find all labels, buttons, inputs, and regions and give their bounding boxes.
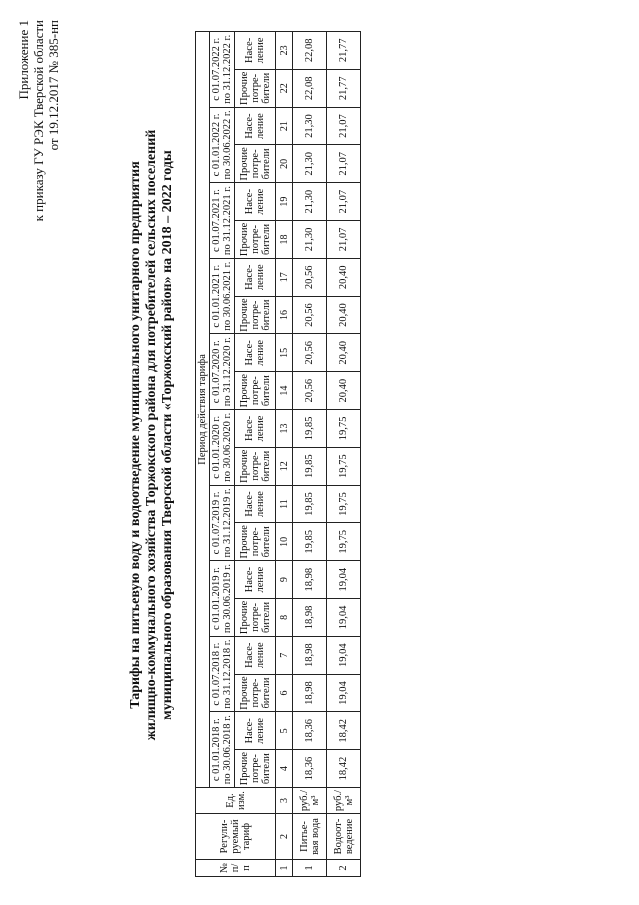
tariff-value: 21,77	[327, 31, 361, 69]
tariff-value: 21,30	[293, 183, 327, 221]
period-header-10: с 01.07.2022 г. по 31.12.2022 г.	[210, 31, 235, 107]
tariff-value: 18,36	[293, 712, 327, 750]
tariff-value: 20,56	[293, 334, 327, 372]
tariff-value: 18,42	[327, 750, 361, 788]
subheader-other-consumers: Прочие потре-бители	[235, 523, 276, 561]
document-title	[128, 115, 176, 755]
subheader-population: Насе-ление	[235, 31, 276, 69]
tariff-value: 18,98	[293, 561, 327, 599]
tariff-value: 21,07	[327, 107, 361, 145]
tariff-value: 20,56	[293, 258, 327, 296]
row-unit: руб./м³	[293, 788, 327, 814]
tariff-value: 19,75	[327, 447, 361, 485]
period-header-1: с 01.01.2018 г. по 30.06.2018 г.	[210, 712, 235, 788]
row-unit: руб./м³	[327, 788, 361, 814]
appendix-label: Приложение 1	[16, 20, 31, 100]
column-number-8: 8	[276, 599, 293, 637]
subheader-other-consumers: Прочие потре-бители	[235, 221, 276, 259]
tariff-value: 21,07	[327, 221, 361, 259]
period-header-3: с 01.01.2019 г. по 30.06.2019 г.	[210, 561, 235, 637]
order-date: от 19.12.2017 № 385-нп	[46, 20, 61, 151]
row-number: 2	[327, 860, 361, 877]
tariff-value: 21,07	[327, 183, 361, 221]
table-row	[293, 31, 327, 876]
tariff-value: 21,07	[327, 145, 361, 183]
subheader-other-consumers: Прочие потре-бители	[235, 674, 276, 712]
subheader-other-consumers: Прочие потре-бители	[235, 750, 276, 788]
tariff-value: 19,04	[327, 561, 361, 599]
subheader-population: Насе-ление	[235, 334, 276, 372]
period-header-9: с 01.01.2022 г. по 30.06.2022 г.	[210, 107, 235, 183]
header-tariff: Регули-руемый тариф	[196, 814, 276, 860]
subheader-population: Насе-ление	[235, 485, 276, 523]
appendix-header	[16, 20, 61, 221]
subheader-other-consumers: Прочие потре-бители	[235, 296, 276, 334]
tariff-value: 20,56	[293, 372, 327, 410]
table-row	[327, 31, 361, 876]
column-number-21: 21	[276, 107, 293, 145]
period-header-8: с 01.07.2021 г. по 31.12.2021 г.	[210, 183, 235, 259]
row-tariff-name: Питье-вая вода	[293, 814, 327, 860]
tariff-value: 20,56	[293, 296, 327, 334]
tariff-value: 18,98	[293, 636, 327, 674]
subheader-other-consumers: Прочие потре-бители	[235, 69, 276, 107]
tariff-value: 19,75	[327, 523, 361, 561]
subheader-population: Насе-ление	[235, 561, 276, 599]
tariff-value: 19,75	[327, 410, 361, 448]
tariff-value: 18,98	[293, 599, 327, 637]
tariff-value: 19,04	[327, 599, 361, 637]
tariff-value: 18,98	[293, 674, 327, 712]
column-number-15: 15	[276, 334, 293, 372]
column-number-11: 11	[276, 485, 293, 523]
period-header-4: с 01.07.2019 г. по 31.12.2019 г.	[210, 485, 235, 561]
column-number-23: 23	[276, 31, 293, 69]
column-number-16: 16	[276, 296, 293, 334]
column-number-10: 10	[276, 523, 293, 561]
tariff-value: 21,77	[327, 69, 361, 107]
column-number-17: 17	[276, 258, 293, 296]
subheader-population: Насе-ление	[235, 712, 276, 750]
tariff-value: 22,08	[293, 31, 327, 69]
tariff-value: 21,30	[293, 221, 327, 259]
title-line-2: жилищно-коммунального хозяйства Торжокского района для потребителей сельских поселений	[144, 129, 159, 741]
column-number-6: 6	[276, 674, 293, 712]
row-tariff-name: Водоот-ведение	[327, 814, 361, 860]
column-number-13: 13	[276, 410, 293, 448]
tariff-value: 19,04	[327, 674, 361, 712]
tariff-value: 21,30	[293, 145, 327, 183]
column-number-7: 7	[276, 636, 293, 674]
tariff-value: 20,40	[327, 372, 361, 410]
order-reference: к приказу ГУ РЭК Тверской области	[31, 20, 46, 222]
header-unit: Ед. изм.	[196, 788, 276, 814]
tariff-value: 19,85	[293, 410, 327, 448]
tariff-value: 19,85	[293, 523, 327, 561]
column-number-12: 12	[276, 447, 293, 485]
period-header-7: с 01.01.2021 г. по 30.06.2021 г.	[210, 258, 235, 334]
subheader-population: Насе-ление	[235, 258, 276, 296]
tariff-value: 19,75	[327, 485, 361, 523]
column-number-19: 19	[276, 183, 293, 221]
tariff-value: 20,40	[327, 334, 361, 372]
row-number: 1	[293, 860, 327, 877]
subheader-population: Насе-ление	[235, 183, 276, 221]
tariff-value: 22,08	[293, 69, 327, 107]
column-number-18: 18	[276, 221, 293, 259]
tariff-table	[195, 31, 361, 877]
period-header-5: с 01.01.2020 г. по 30.06.2020 г.	[210, 410, 235, 486]
column-number-2: 2	[276, 814, 293, 860]
subheader-population: Насе-ление	[235, 636, 276, 674]
tariff-value: 19,85	[293, 485, 327, 523]
header-no: № п/п	[196, 860, 276, 877]
column-number-5: 5	[276, 712, 293, 750]
title-line-1: Тарифы на питьевую воду и водоотведение муниципального унитарного предприятия	[128, 161, 143, 709]
header-period: Период действия тарифа	[196, 31, 210, 787]
column-number-3: 3	[276, 788, 293, 814]
subheader-population: Насе-ление	[235, 410, 276, 448]
column-number-22: 22	[276, 69, 293, 107]
subheader-other-consumers: Прочие потре-бители	[235, 145, 276, 183]
tariff-value: 19,85	[293, 447, 327, 485]
tariff-value: 20,40	[327, 258, 361, 296]
period-header-6: с 01.07.2020 г. по 31.12.2020 г.	[210, 334, 235, 410]
column-number-20: 20	[276, 145, 293, 183]
title-line-3: муниципального образования Тверской области «Торжокский район» на 2018 – 2022 годы	[160, 150, 175, 720]
column-number-4: 4	[276, 750, 293, 788]
tariff-value: 18,42	[327, 712, 361, 750]
tariff-value: 20,40	[327, 296, 361, 334]
period-header-2: с 01.07.2018 г. по 31.12.2018 г.	[210, 636, 235, 712]
subheader-other-consumers: Прочие потре-бители	[235, 447, 276, 485]
tariff-value: 19,04	[327, 636, 361, 674]
subheader-other-consumers: Прочие потре-бители	[235, 372, 276, 410]
column-number-14: 14	[276, 372, 293, 410]
subheader-population: Насе-ление	[235, 107, 276, 145]
tariff-value: 21,30	[293, 107, 327, 145]
column-number-9: 9	[276, 561, 293, 599]
column-number-1: 1	[276, 860, 293, 877]
tariff-value: 18,36	[293, 750, 327, 788]
subheader-other-consumers: Прочие потре-бители	[235, 599, 276, 637]
